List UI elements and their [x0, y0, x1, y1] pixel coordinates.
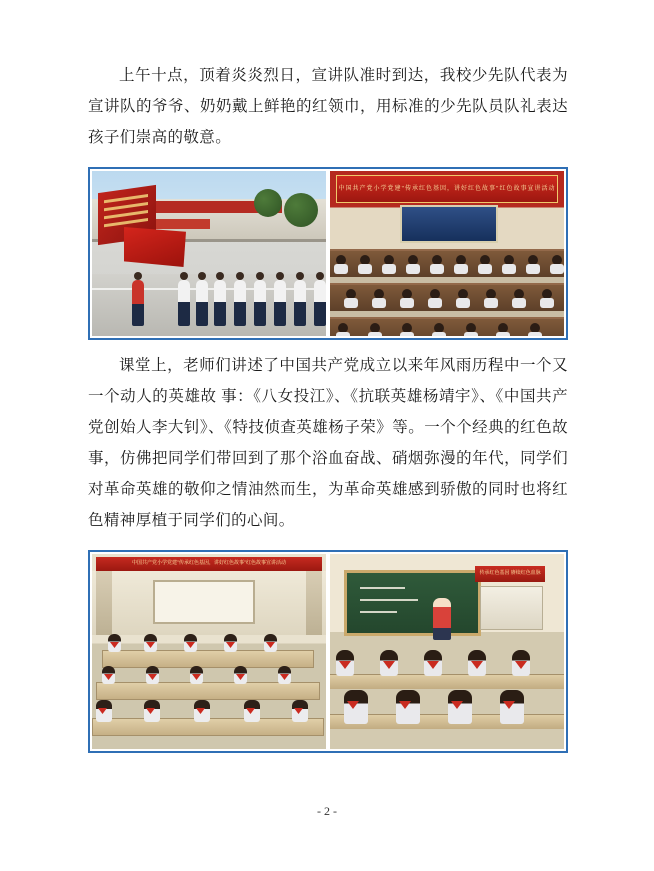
- red-scarf-icon: [399, 701, 411, 709]
- red-scarf-icon: [148, 674, 157, 680]
- red-flag-icon: [124, 227, 186, 267]
- classroom-screen: [153, 580, 255, 624]
- audience-head: [514, 289, 524, 299]
- person-figure: [214, 280, 226, 326]
- audience-row: [330, 251, 564, 265]
- pupil-figure: [190, 666, 203, 684]
- audience-head: [360, 255, 370, 265]
- desk-row: [96, 682, 320, 700]
- pupil-figure: [278, 666, 291, 684]
- seat-row: [330, 283, 564, 311]
- teacher-figure: [433, 598, 451, 640]
- audience-head: [374, 289, 384, 299]
- classroom-red-sign: 传承红色基因 赓续红色血脉: [475, 566, 545, 582]
- paragraph-one: 上午十点，顶着炎炎烈日，宣讲队准时到达，我校少先队代表为宣讲队的爷爷、奶奶戴上鲜艳的红领巾，用标准的少先队员队礼表达孩子们崇高的敬意。: [88, 67, 568, 146]
- red-scarf-icon: [196, 708, 205, 714]
- audience-head: [432, 255, 442, 265]
- pupil-figure: [448, 690, 472, 724]
- stage-screen: [400, 205, 498, 243]
- pupil-figure: [96, 700, 112, 722]
- red-scarf-icon: [110, 642, 119, 648]
- red-scarf-icon: [146, 642, 155, 648]
- pupil-figure: [144, 634, 157, 652]
- red-scarf-icon: [471, 661, 483, 669]
- person-figure: [314, 280, 326, 326]
- outdoor-ceremony-photo: [92, 171, 326, 336]
- schoolyard-ground: [92, 274, 326, 336]
- wall-poster: [480, 586, 543, 630]
- pupil-figure: [234, 666, 247, 684]
- red-scarf-icon: [503, 701, 515, 709]
- pupil-figure: [424, 650, 442, 676]
- person-figure: [178, 280, 190, 326]
- audience-head: [338, 323, 348, 333]
- red-scarf-icon: [280, 674, 289, 680]
- red-scarf-icon: [246, 708, 255, 714]
- person-figure: [132, 280, 144, 326]
- audience-head: [408, 255, 418, 265]
- pupil-figure: [344, 690, 368, 724]
- person-figure: [274, 280, 286, 326]
- audience-head: [402, 289, 412, 299]
- seat-row: [330, 317, 564, 336]
- audience-head: [504, 255, 514, 265]
- pupil-figure: [336, 650, 354, 676]
- photo-block-two: [88, 550, 568, 753]
- wall-column: [96, 571, 112, 635]
- red-scarf-icon: [192, 674, 201, 680]
- red-scarf-icon: [226, 642, 235, 648]
- red-scarf-icon: [427, 661, 439, 669]
- blackboard: [344, 570, 481, 636]
- audience-head: [486, 289, 496, 299]
- red-scarf-icon: [294, 708, 303, 714]
- wall-column: [306, 571, 322, 635]
- audience-head: [458, 289, 468, 299]
- pupil-figure: [512, 650, 530, 676]
- person-figure: [196, 280, 208, 326]
- pupil-figure: [264, 634, 277, 652]
- pupil-figure: [184, 634, 197, 652]
- pupil-figure: [380, 650, 398, 676]
- audience-head: [402, 323, 412, 333]
- person-figure: [254, 280, 266, 326]
- photo-block-one: [88, 167, 568, 340]
- chalk-line: [360, 611, 397, 613]
- audience-head: [542, 289, 552, 299]
- pupil-figure: [224, 634, 237, 652]
- red-scarf-icon: [146, 708, 155, 714]
- paragraph-two: 课堂上，老师们讲述了中国共产党成立以来年风雨历程中一个又一个动人的英雄故 事：《八女投江》、《抗联英雄杨靖宇》、《中国共产党创始人李大钊》、《特技侦查英雄杨子荣》等。一个个经典的红色故事，仿佛把同学们带回到了那个浴血奋战、硝烟弥漫的年代，同学们对革命英雄的敬仰之情油然而生，为革命英雄感到骄傲的同时也将红色精神厚植于同学们的心间。: [88, 357, 568, 529]
- hall-stage-banner: 中国共产党小学党建"传承红色基因，讲好红色故事"红色故事宣讲活动: [336, 175, 558, 203]
- seat-row: [330, 249, 564, 277]
- audience-head: [466, 323, 476, 333]
- audience-head: [498, 323, 508, 333]
- audience-head: [370, 323, 380, 333]
- pupil-figure: [292, 700, 308, 722]
- pupil-figure: [102, 666, 115, 684]
- pupil-figure: [146, 666, 159, 684]
- page-number: - 2 -: [317, 804, 337, 818]
- red-scarf-icon: [186, 642, 195, 648]
- audience-row: [330, 319, 564, 333]
- person-figure: [294, 280, 306, 326]
- audience-head: [434, 323, 444, 333]
- tree-icon: [284, 193, 318, 227]
- school-hall-photo: [330, 171, 564, 336]
- red-scarf-icon: [266, 642, 275, 648]
- chalk-line: [360, 599, 418, 601]
- pupil-figure: [468, 650, 486, 676]
- red-scarf-icon: [347, 701, 359, 709]
- audience-head: [346, 289, 356, 299]
- pupil-figure: [194, 700, 210, 722]
- pupil-figure: [244, 700, 260, 722]
- audience-head: [528, 255, 538, 265]
- chalk-line: [360, 587, 405, 589]
- audience-head: [480, 255, 490, 265]
- classroom-banner: 中国共产党小学党建"传承红色基因，讲好红色故事"红色故事宣讲活动: [96, 557, 322, 571]
- red-scarf-icon: [104, 674, 113, 680]
- red-scarf-icon: [515, 661, 527, 669]
- audience-head: [384, 255, 394, 265]
- pupil-figure: [500, 690, 524, 724]
- person-figure: [234, 280, 246, 326]
- classroom-front-photo: [330, 554, 564, 749]
- desk-row: [330, 674, 564, 689]
- tree-icon: [254, 189, 282, 217]
- pupil-figure: [108, 634, 121, 652]
- pupil-figure: [396, 690, 420, 724]
- audience-head: [336, 255, 346, 265]
- audience-head: [530, 323, 540, 333]
- page-content: [88, 60, 568, 763]
- audience-head: [456, 255, 466, 265]
- red-scarf-icon: [451, 701, 463, 709]
- audience-head: [552, 255, 562, 265]
- red-scarf-icon: [383, 661, 395, 669]
- audience-row: [330, 285, 564, 299]
- red-scarf-icon: [98, 708, 107, 714]
- audience-head: [430, 289, 440, 299]
- red-scarf-icon: [339, 661, 351, 669]
- classroom-wide-photo: [92, 554, 326, 749]
- pupil-figure: [144, 700, 160, 722]
- red-scarf-icon: [236, 674, 245, 680]
